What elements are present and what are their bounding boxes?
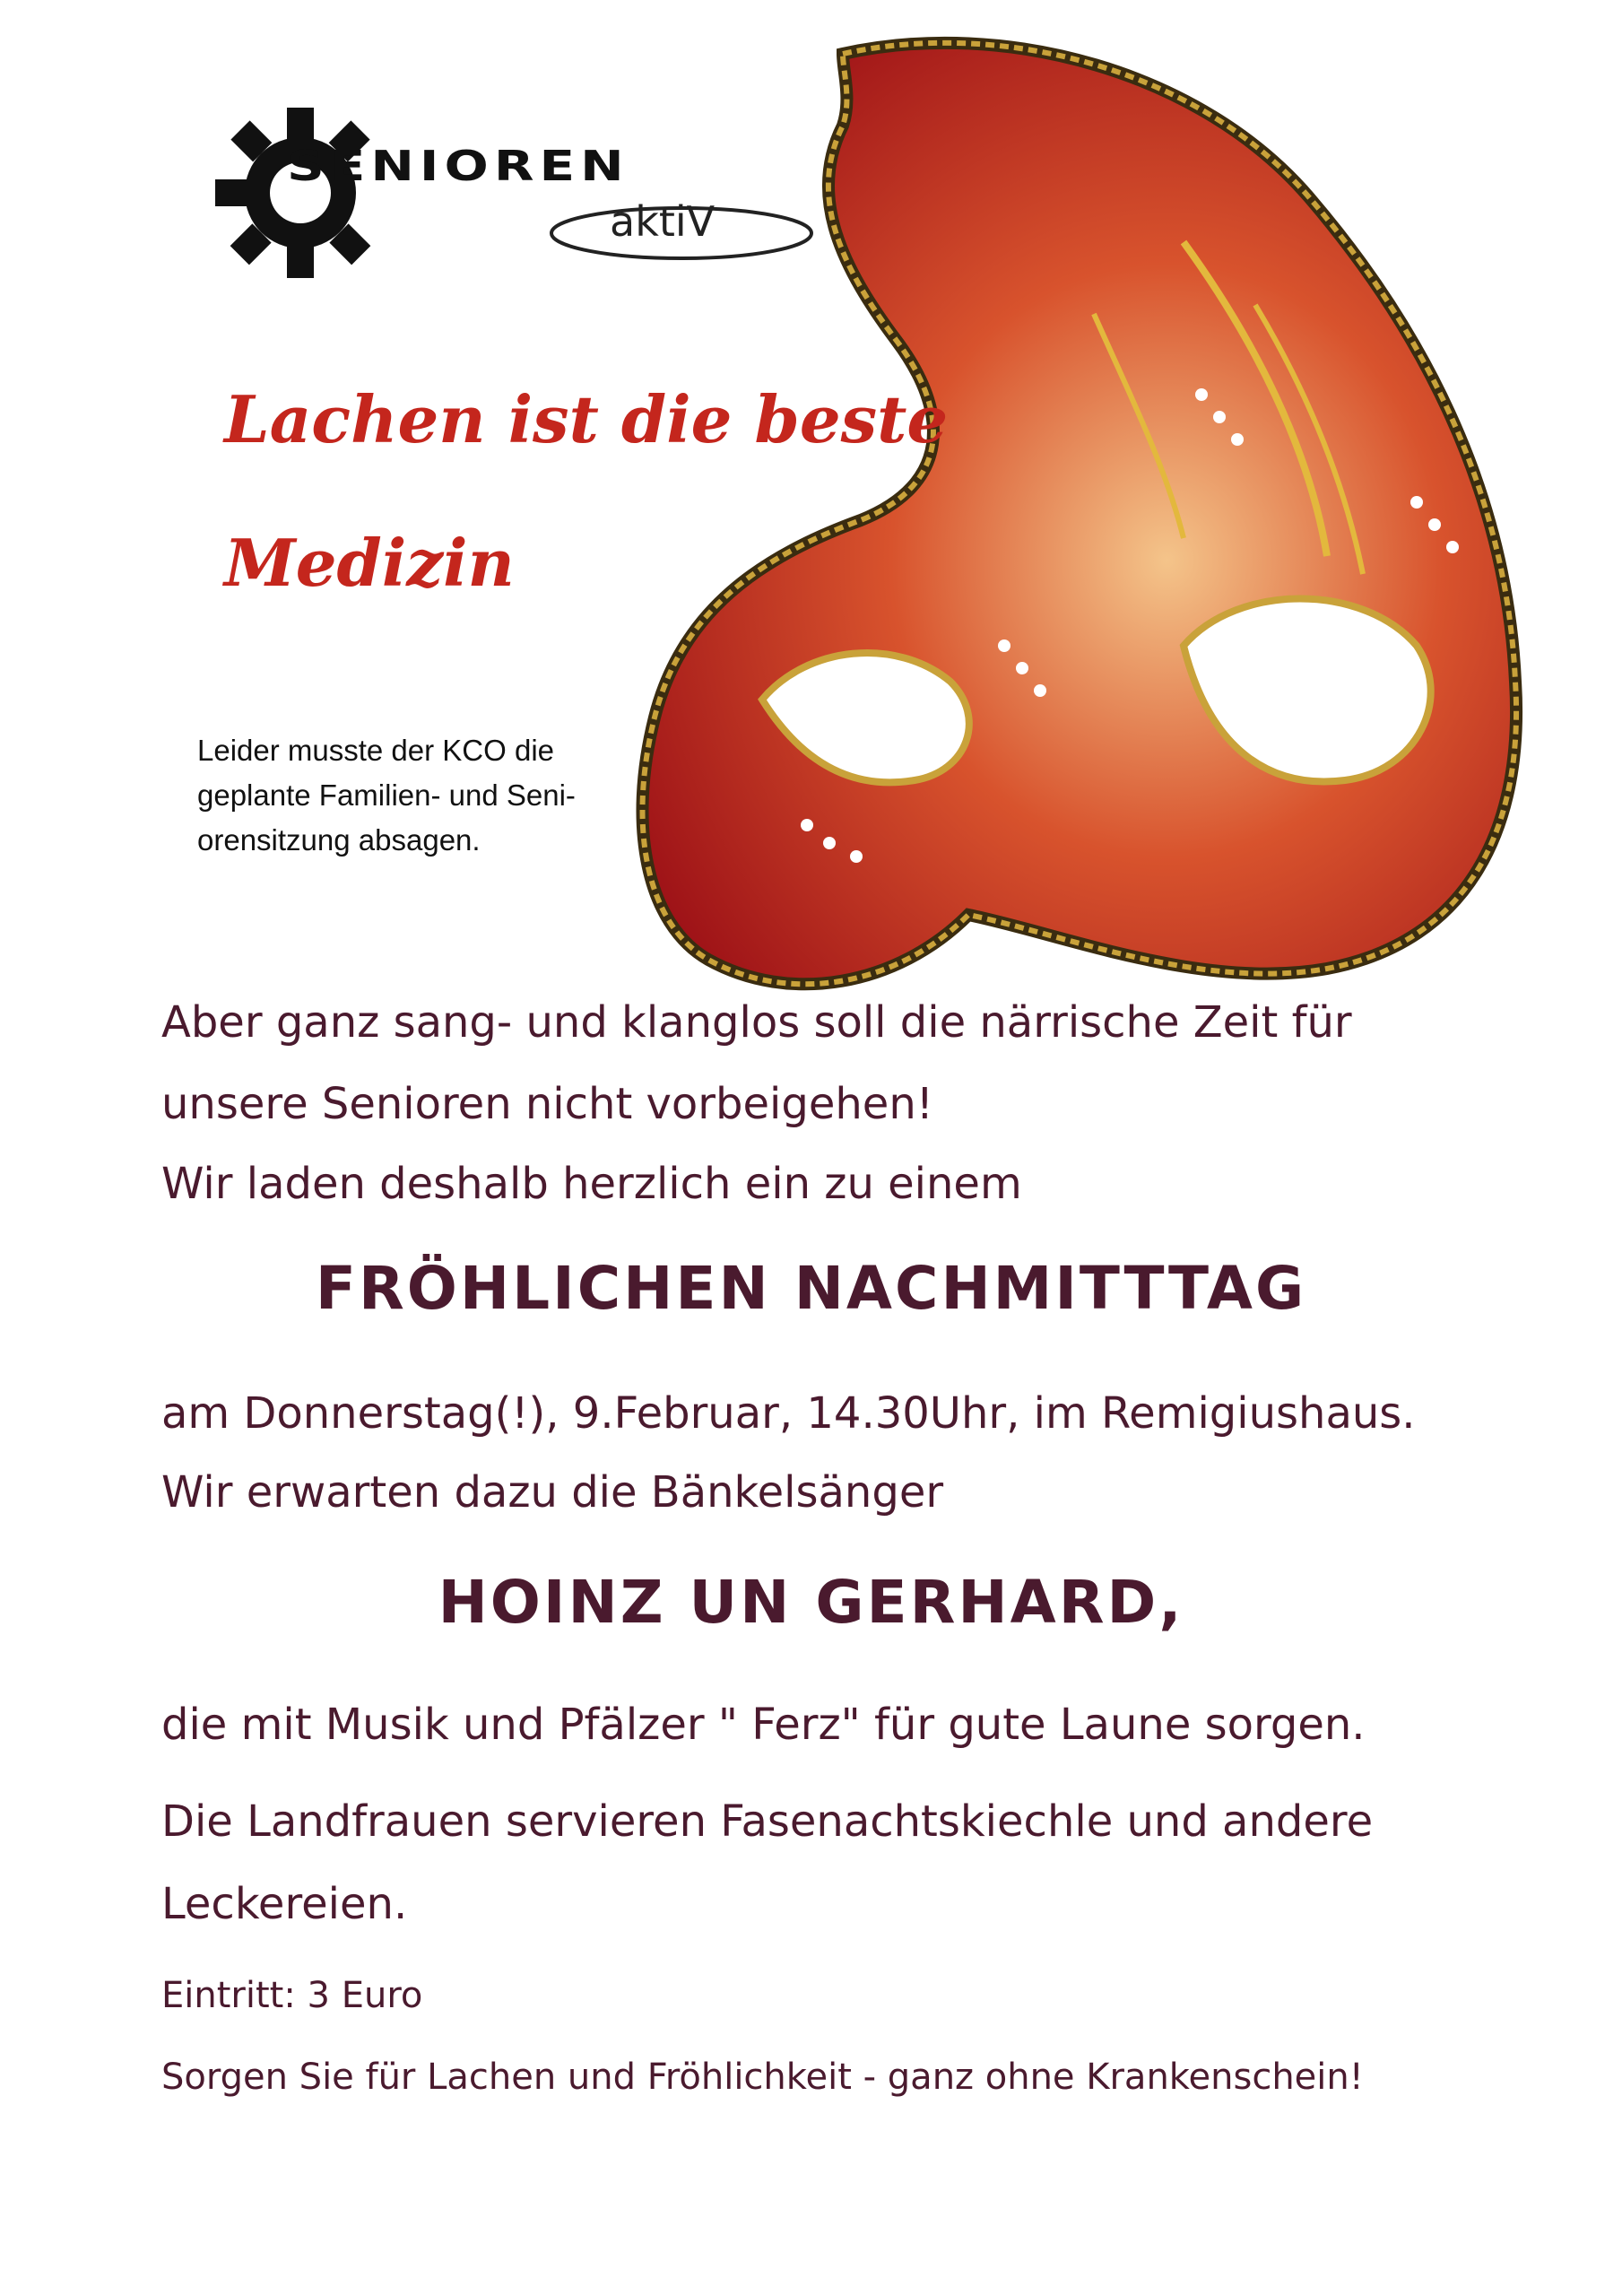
catering-line-2: Leckereien. (161, 1879, 408, 1929)
notice-line: geplante Familien- und Seni- (197, 778, 576, 812)
event-title: FRÖHLICHEN NACHMITTTAG (315, 1254, 1307, 1323)
gear-icon (215, 108, 395, 278)
headline-line-1: Lachen ist die beste (224, 381, 949, 457)
music-line: die mit Musik und Pfälzer " Ferz" für gute Laune sorgen. (161, 1700, 1366, 1750)
notice-line: orensitzung absagen. (197, 823, 481, 857)
carnival-mask-image (628, 18, 1560, 1022)
headline-line-2: Medizin (224, 525, 515, 601)
admission-price: Eintritt: 3 Euro (161, 1975, 423, 2016)
catering-line-1: Die Landfrauen servieren Fasenachtskiechle und andere (161, 1796, 1374, 1847)
closing-line: Sorgen Sie für Lachen und Fröhlichkeit - ganz ohne Krankenschein! (161, 2057, 1364, 2098)
details-line-1: am Donnerstag(!), 9.Februar, 14.30Uhr, im Remigiushaus. (161, 1388, 1416, 1439)
logo-brand: SENIOREN (287, 142, 629, 191)
intro-line-1: Aber ganz sang- und klanglos soll die närrische Zeit für (161, 997, 1352, 1048)
intro-line-3: Wir laden deshalb herzlich ein zu einem (161, 1159, 1022, 1209)
intro-line-2: unsere Senioren nicht vorbeigehen! (161, 1079, 933, 1129)
notice-line: Leider musste der KCO die (197, 734, 555, 767)
cancellation-notice (197, 728, 664, 863)
logo-tagline: aktiV (610, 197, 716, 246)
details-line-2: Wir erwarten dazu die Bänkelsänger (161, 1467, 944, 1518)
performer-name: HOINZ UN GERHARD, (438, 1568, 1184, 1637)
